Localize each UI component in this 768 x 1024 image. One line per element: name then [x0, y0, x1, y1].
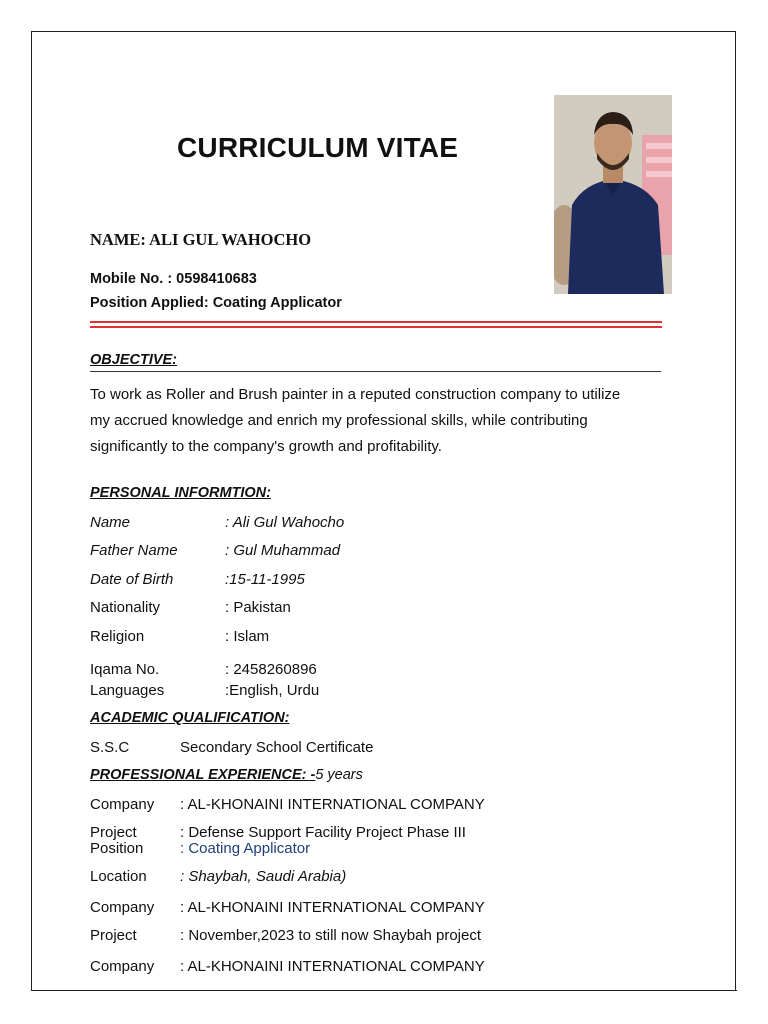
position-applied: Position Applied: Coating Applicator [90, 295, 342, 311]
field-value: : Defense Support Facility Project Phase III [180, 824, 466, 841]
experience-heading-line [90, 767, 363, 783]
field-label: Religion [90, 628, 145, 645]
field-value: : Ali Gul Wahocho [225, 514, 345, 531]
objective-underline [90, 371, 661, 372]
objective-heading: OBJECTIVE: [90, 352, 178, 368]
field-value: : AL-KHONAINI INTERNATIONAL COMPANY [180, 899, 485, 916]
field-label: Father Name [90, 542, 178, 559]
field-value: : Coating Applicator [180, 840, 311, 857]
field-value: :15-11-1995 [225, 571, 305, 588]
field-label: Project [90, 927, 137, 944]
field-label: Iqama No. [90, 661, 160, 678]
field-value: : 2458260896 [225, 661, 317, 678]
field-label: Position [90, 840, 144, 857]
header-rule-top [90, 321, 662, 323]
field-label: Location [90, 868, 147, 885]
mobile-number: Mobile No. : 0598410683 [90, 271, 257, 287]
field-label: Company [90, 958, 155, 975]
field-value: : Pakistan [225, 599, 291, 616]
applicant-photo [554, 95, 672, 294]
field-label: Company [90, 899, 155, 916]
field-label: Languages [90, 682, 165, 699]
field-value: : November,2023 to still now Shaybah project [180, 927, 482, 944]
field-label: Name [90, 514, 131, 531]
experience-heading: PROFESSIONAL EXPERIENCE: - [90, 767, 316, 783]
field-label: Date of Birth [90, 571, 174, 588]
field-label: Nationality [90, 599, 161, 616]
field-value: : AL-KHONAINI INTERNATIONAL COMPANY [180, 796, 485, 813]
field-value: :English, Urdu [225, 682, 320, 699]
field-value: : Gul Muhammad [225, 542, 341, 559]
objective-text [90, 382, 680, 460]
experience-duration: 5 years [315, 767, 363, 783]
objective-line: To work as Roller and Brush painter in a reputed construction company to utilize [90, 386, 621, 403]
field-value: : Islam [225, 628, 270, 645]
page-bottom-border [31, 990, 737, 991]
personal-info-heading: PERSONAL INFORMTION: [90, 485, 271, 501]
field-value: Secondary School Certificate [180, 739, 374, 756]
field-value: : AL-KHONAINI INTERNATIONAL COMPANY [180, 958, 485, 975]
header-rule-bottom [90, 326, 662, 328]
field-label: S.S.C [90, 739, 130, 756]
page-title: CURRICULUM VITAE [177, 132, 459, 163]
objective-line: significantly to the company's growth and profitability. [90, 438, 442, 455]
academic-heading: ACADEMIC QUALIFICATION: [90, 710, 290, 726]
field-value: : Shaybah, Saudi Arabia) [180, 868, 347, 885]
field-label: Project [90, 824, 137, 841]
applicant-name: NAME: ALI GUL WAHOCHO [90, 230, 312, 249]
field-label: Company [90, 796, 155, 813]
objective-line: my accrued knowledge and enrich my professional skills, while contributing [90, 412, 588, 429]
